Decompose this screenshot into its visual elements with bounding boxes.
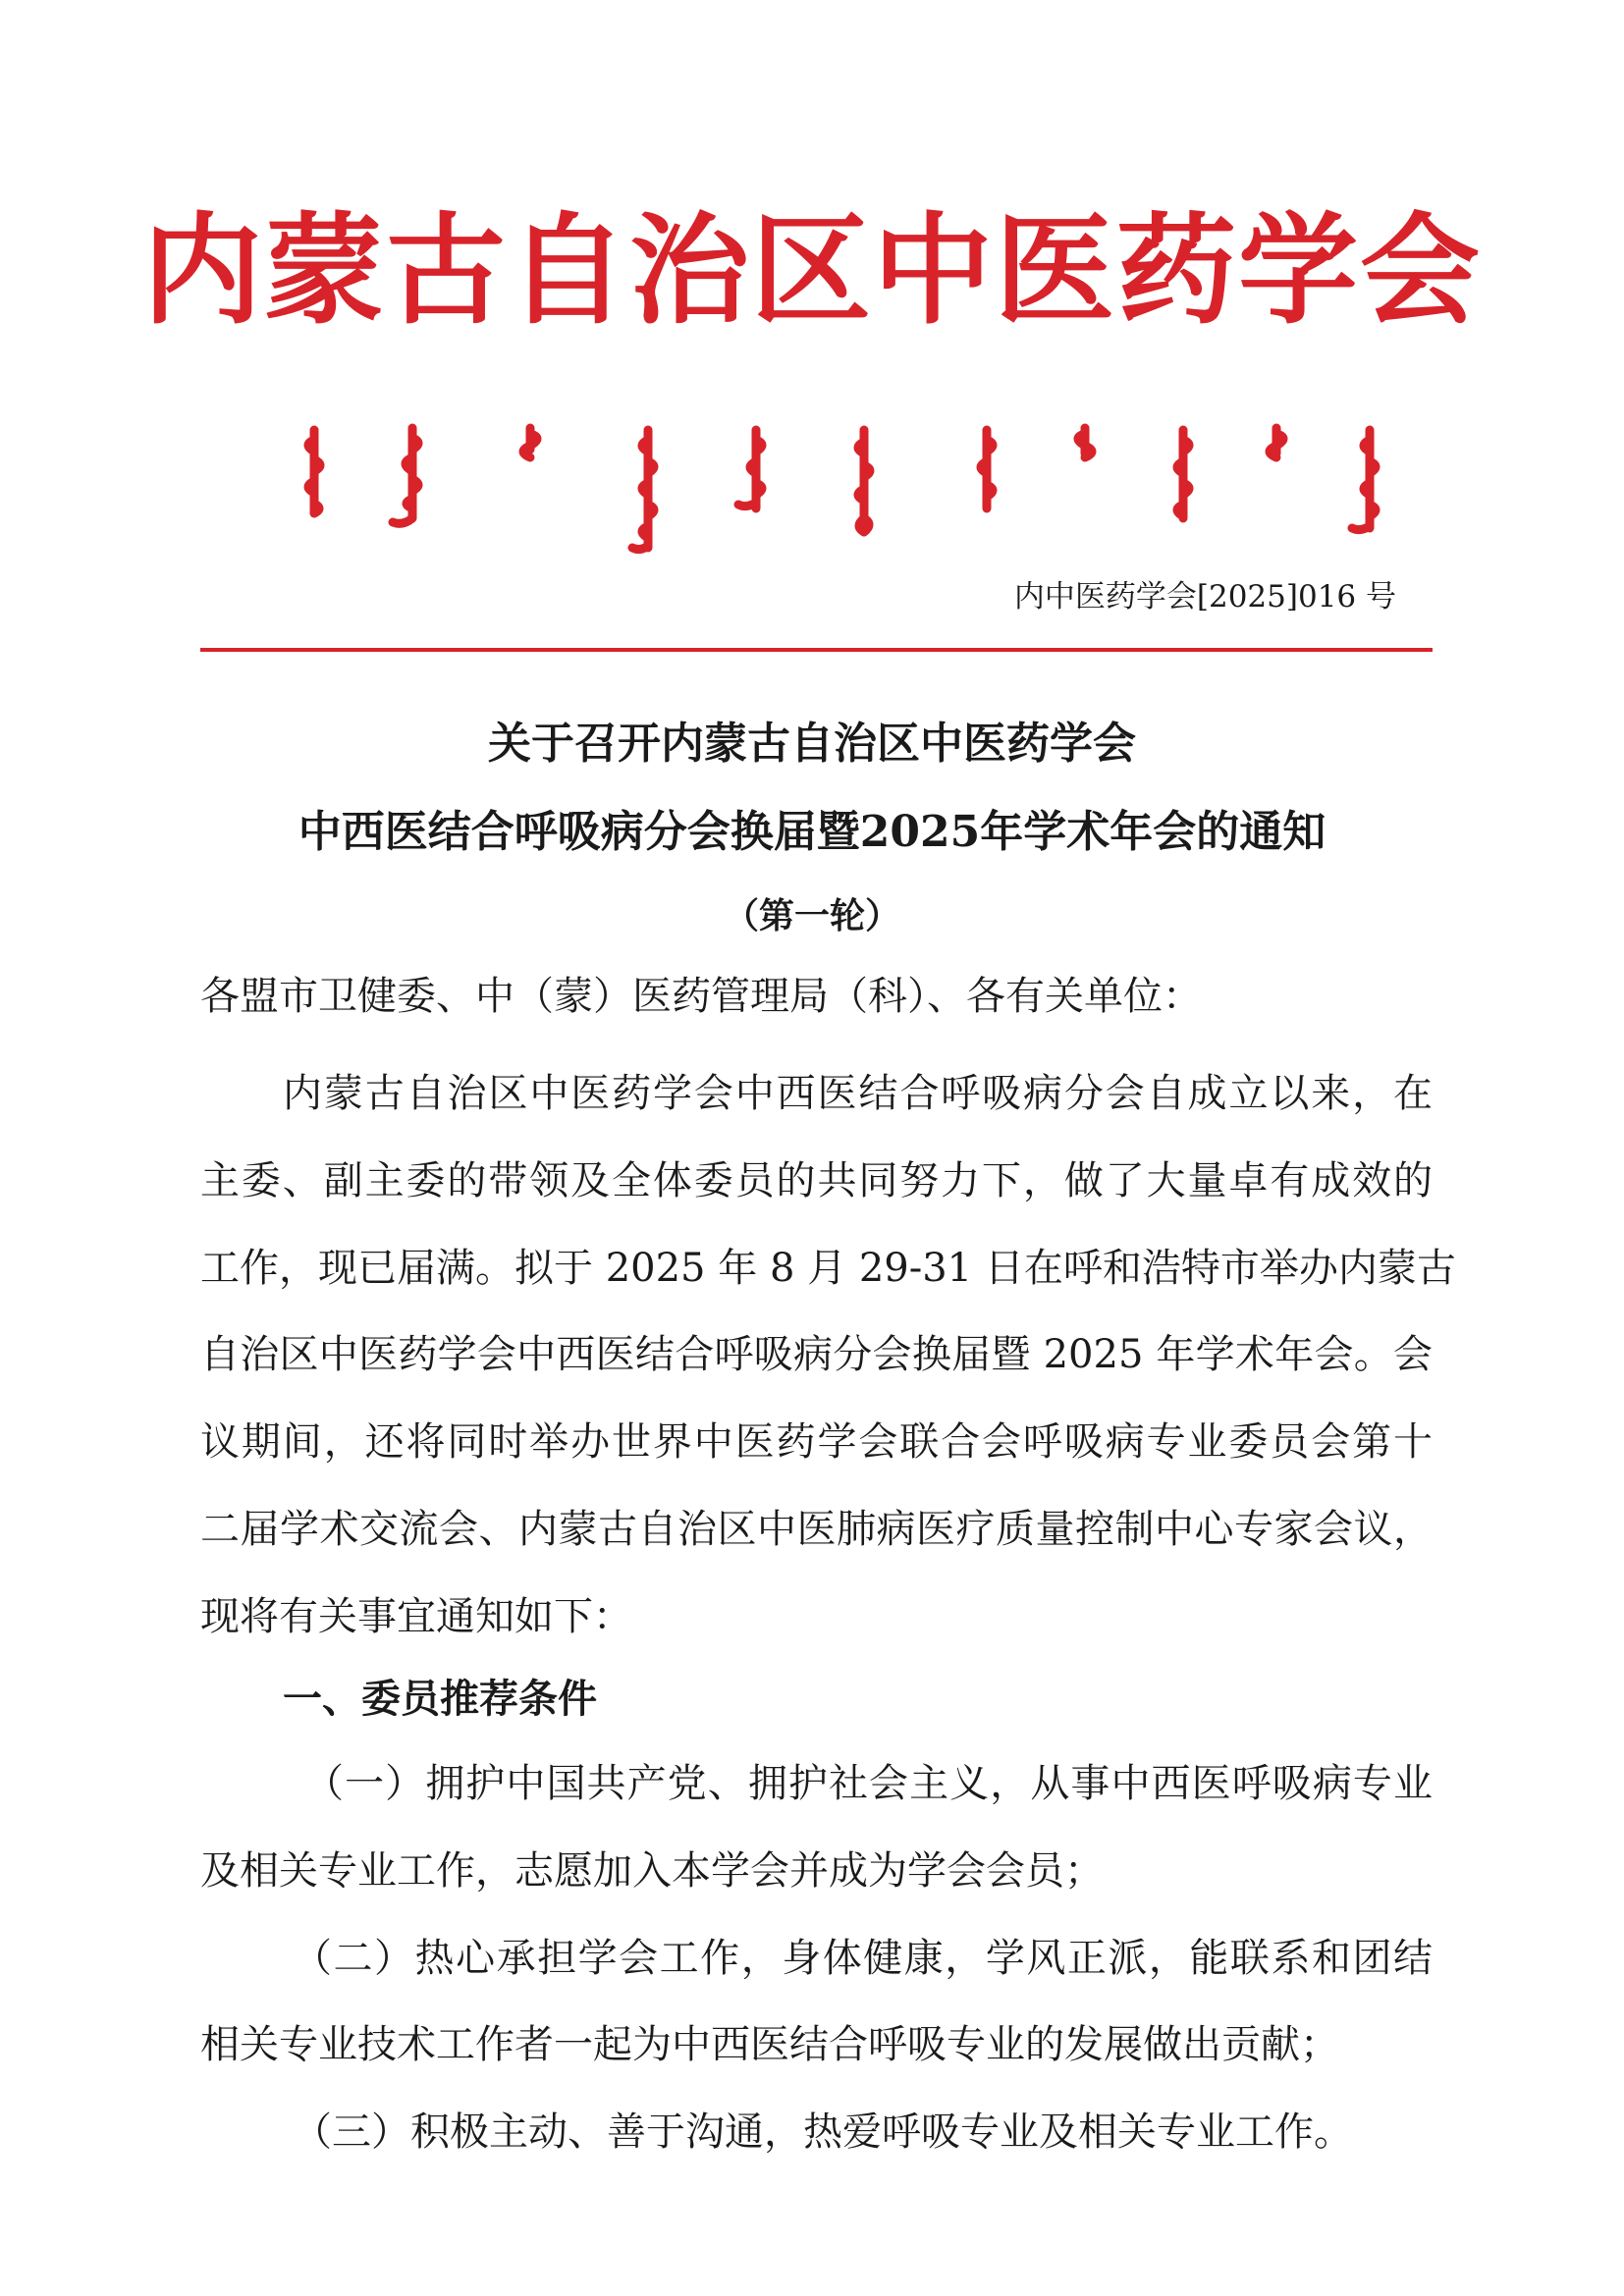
criteria-line: 相关专业技术工作者一起为中西医结合呼吸专业的发展做出贡献；: [200, 2022, 1339, 2067]
section-heading: 一、委员推荐条件: [283, 1676, 597, 1722]
mongolian-script-graphic: [295, 420, 1384, 558]
intro-line: 二届学术交流会、内蒙古自治区中医肺病医疗质量控制中心专家会议，: [200, 1507, 1433, 1552]
intro-line: 工作，现已届满。拟于 2025 年 8 月 29-31 日在呼和浩特市举办内蒙古: [200, 1246, 1456, 1291]
criteria-line: （二）热心承担学会工作，身体健康，学风正派，能联系和团结: [293, 1936, 1433, 1981]
intro-line: 现将有关事宜通知如下：: [200, 1594, 632, 1639]
mongolian-script-org-name: [295, 420, 1384, 558]
intro-line: 自治区中医药学会中西医结合呼吸病分会换届暨 2025 年学术年会。会: [200, 1332, 1433, 1377]
salutation: 各盟市卫健委、中（蒙）医药管理局（科）、各有关单位：: [200, 974, 1202, 1019]
criteria-line: 及相关专业工作，志愿加入本学会并成为学会会员；: [200, 1848, 1104, 1894]
criteria-line: （一）拥护中国共产党、拥护社会主义，从事中西医呼吸病专业: [304, 1761, 1433, 1806]
intro-line: 内蒙古自治区中医药学会中西医结合呼吸病分会自成立以来，在: [283, 1071, 1433, 1116]
red-divider: [200, 648, 1433, 652]
intro-line: 主委、副主委的带领及全体委员的共同努力下，做了大量卓有成效的: [200, 1158, 1433, 1203]
notice-round: （第一轮）: [723, 895, 900, 936]
intro-line: 议期间，还将同时举办世界中医药学会联合会呼吸病专业委员会第十: [200, 1419, 1433, 1465]
notice-title-line-1: 关于召开内蒙古自治区中医药学会: [488, 719, 1136, 769]
notice-title-line-2: 中西医结合呼吸病分会换届暨2025年学术年会的通知: [298, 807, 1326, 857]
criteria-line: （三）积极主动、善于沟通，热爱呼吸专业及相关专业工作。: [293, 2109, 1353, 2155]
document-number: 内中医药学会[2025]016 号: [1013, 579, 1396, 614]
org-name-header: 内蒙古自治区中医药学会: [142, 199, 1482, 341]
